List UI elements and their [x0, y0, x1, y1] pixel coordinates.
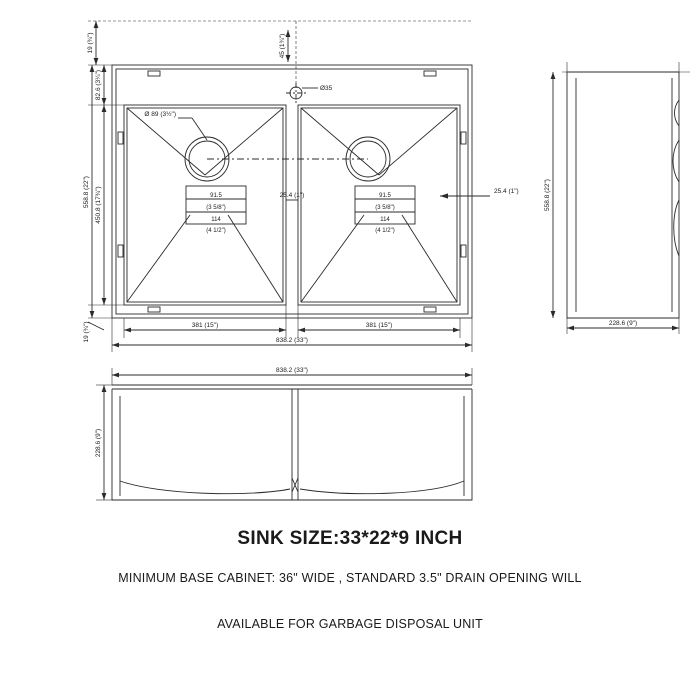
clip-right-upper — [461, 132, 466, 144]
label-top-margin-small: 19 (¾") — [87, 32, 94, 54]
clip-top-right — [424, 71, 436, 76]
front-view-group — [96, 368, 472, 500]
label-left-drain-c: 114 — [211, 217, 221, 223]
clip-left-lower — [118, 245, 123, 257]
label-drain-diameter: Ø 89 (3½") — [144, 111, 176, 118]
side-view-body — [567, 72, 679, 318]
label-faucet-offset: 45 (1¾") — [279, 33, 286, 59]
top-view-group — [88, 21, 490, 352]
label-left-drain-b: (3 5/8") — [206, 205, 226, 211]
label-faucet-diameter: Ø35 — [320, 85, 333, 92]
label-left-bowl-width: 381 (15") — [191, 322, 219, 329]
clip-right-lower — [461, 245, 466, 257]
label-right-drain-b: (3 5/8") — [375, 205, 395, 211]
cabinet-note-line-1: MINIMUM BASE CABINET: 36" WIDE , STANDARD 3.5" DRAIN OPENING WILL — [118, 571, 582, 585]
front-view-bowl-right-bottom — [300, 481, 464, 494]
label-side-height: 558.8 (22") — [544, 179, 551, 211]
clip-left-upper — [118, 132, 123, 144]
label-bottom-corner: 19 (¾") — [83, 321, 90, 343]
cabinet-note-line-2: AVAILABLE FOR GARBAGE DISPOSAL UNIT — [217, 617, 483, 631]
left-bowl-slope-4 — [228, 215, 283, 302]
label-center-divider: 25.4 (1") — [279, 192, 305, 199]
label-top-margin: 82.6 (3¼") — [95, 69, 102, 101]
label-overall-height: 558.8 (22") — [83, 176, 90, 208]
right-offset-arrow — [440, 193, 448, 198]
side-view-curve-3 — [674, 200, 679, 256]
label-left-drain-a: 91.5 — [210, 193, 222, 199]
label-right-drain-d: (4 1/2") — [375, 228, 395, 234]
sink-size-title: SINK SIZE:33*22*9 INCH — [237, 528, 463, 549]
right-bowl-slope-1 — [301, 108, 379, 175]
bottom-corner-leader — [88, 322, 104, 330]
clip-bottom-right — [424, 307, 436, 312]
right-bowl-slope-4 — [402, 215, 457, 302]
clip-bottom-left — [148, 307, 160, 312]
label-inner-height: 450.8 (17¾") — [95, 186, 102, 224]
side-view-curve-2 — [673, 140, 679, 182]
label-overall-width: 838.2 (33") — [276, 337, 308, 344]
label-left-drain-d: (4 1/2") — [206, 228, 226, 234]
right-bowl-slope-3 — [301, 215, 364, 302]
label-side-depth: 228.6 (9") — [608, 320, 638, 327]
label-right-drain-a: 91.5 — [379, 193, 391, 199]
label-right-bowl-width: 381 (15") — [365, 322, 393, 329]
left-bowl-slope-2 — [205, 108, 283, 175]
side-view-group — [551, 62, 690, 334]
side-view-curve-1 — [675, 100, 680, 126]
front-view-bowl-left-bottom — [120, 481, 290, 494]
right-bowl-slope-2 — [379, 108, 457, 175]
left-bowl-slope-3 — [127, 215, 190, 302]
clip-top-left — [148, 71, 160, 76]
label-front-width: 838.2 (33") — [276, 367, 308, 374]
label-right-drain-c: 114 — [380, 217, 390, 223]
drain-leader-line — [192, 118, 207, 140]
label-front-height: 228.6 (9") — [95, 428, 102, 458]
label-right-offset: 25.4 (1") — [494, 188, 519, 195]
left-bowl-outline — [124, 105, 286, 305]
